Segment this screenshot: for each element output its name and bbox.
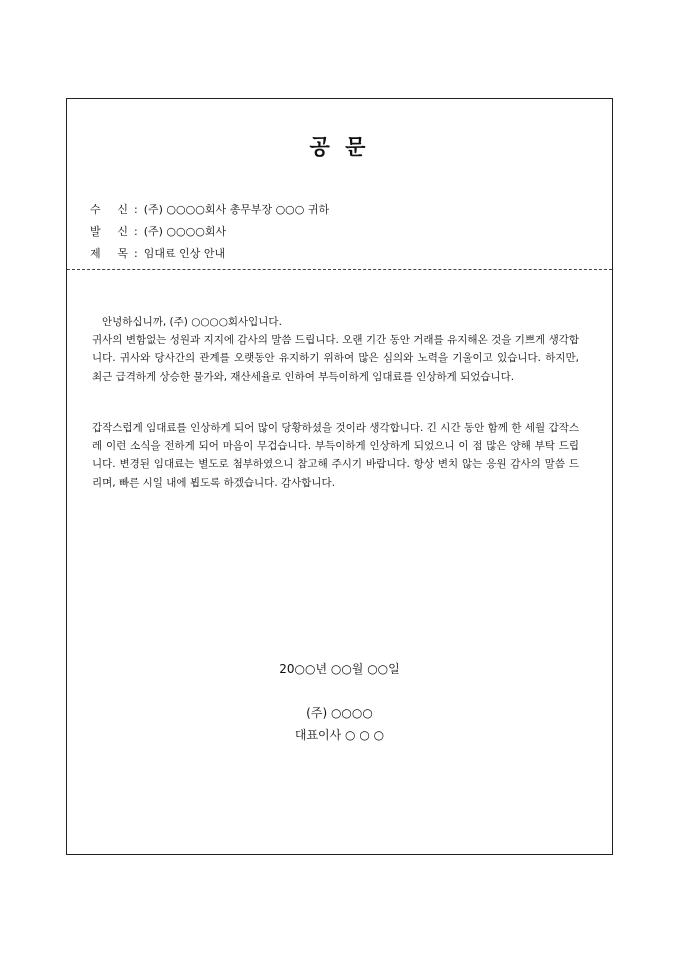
sender-value: (주) ○○○○회사	[143, 225, 227, 238]
ceo-signature: 대표이사 ○ ○ ○	[294, 728, 385, 742]
recipient-colon: :	[134, 203, 138, 216]
header-fields	[90, 199, 329, 265]
subject-label: 제 목	[90, 247, 128, 260]
subject-value: 임대료 인상 안내	[143, 247, 226, 260]
recipient-label: 수 신	[90, 203, 128, 216]
subject-colon: :	[134, 247, 138, 260]
paragraph-1-text: 귀사의 변함없는 성원과 지지에 감사의 말씀 드립니다. 오랜 기간 동안 거래를 유지해온 것을 기쁘게 생각합니다. 귀사와 당사간의 관계를 오랫동안 유지하기 위하여 많은 심의와 노력을 기울이고 있습니다. 하지만, 최근 급격하게 상승한 물가와, 재산세율로 인하여 부득이하게 임대료를 인상하게 되었습니다.	[92, 334, 579, 383]
sender-row	[90, 221, 329, 243]
subject-row	[90, 243, 329, 265]
sender-label: 발 신	[90, 225, 128, 238]
sender-colon: :	[134, 225, 138, 238]
company-name: (주) ○○○○	[306, 706, 373, 720]
document-title: 공 문	[309, 135, 370, 159]
greeting-line: 안녕하십니까, (주) ○○○○회사입니다.	[102, 316, 282, 328]
paragraph-2: 갑작스럽게 임대료를 인상하게 되어 많이 당황하셨을 것이라 생각합니다. 긴 시간 동안 함께 한 세월 갑작스레 이런 소식을 전하게 되어 마음이 무겁습니다. 부득이하게 인상하게 되었으니 이 점 많은 양해 부탁 드립니다. 변경된 임대료는 별도로 첨부하였으니 참고해 주시기 바랍니다. 항상 변치 않는 응원 감사의 말씀 드리며, 빠른 시일 내에 뵙도록 하겠습니다. 감사합니다.	[92, 422, 579, 489]
dashed-divider	[67, 269, 612, 270]
recipient-value: (주) ○○○○회사 총무부장 ○○○ 귀하	[143, 203, 330, 216]
document-date: 20○○년 ○○월 ○○일	[279, 662, 400, 676]
paragraph-1	[92, 313, 579, 386]
recipient-row	[90, 199, 329, 221]
document-frame	[66, 98, 613, 855]
